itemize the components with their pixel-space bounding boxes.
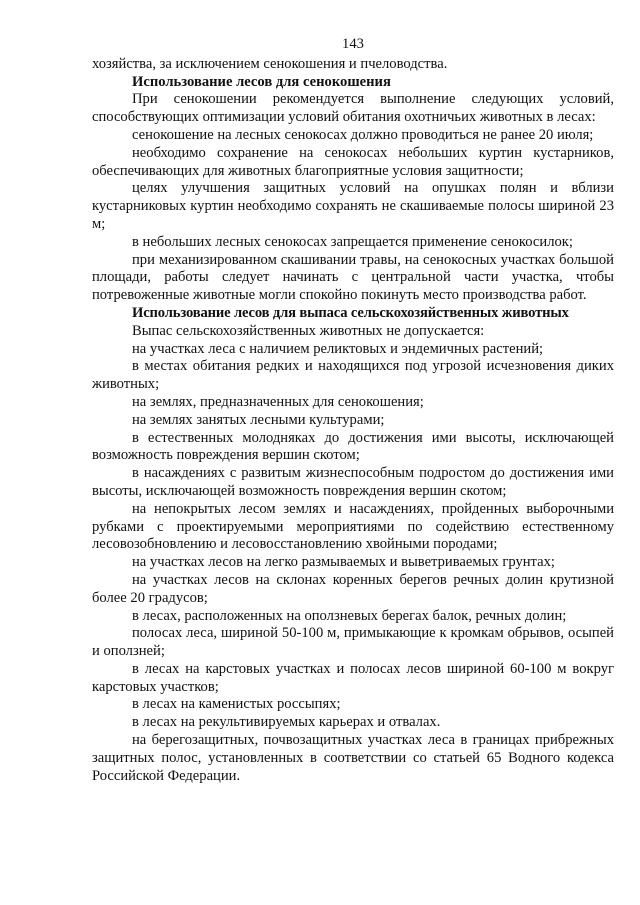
paragraph: в небольших лесных сенокосах запрещается применение сенокосилок; bbox=[132, 233, 573, 250]
paragraph: на землях занятых лесными культурами; bbox=[132, 411, 385, 428]
paragraph: на участках лесов на легко размываемых и выветриваемых грунтах; bbox=[132, 554, 555, 571]
paragraph: на берегозащитных, почвозащитных участках леса в границах прибрежных защитных полос, установленных в соответствии со статьей 65 Водного кодекса Российской Федерации. bbox=[92, 732, 614, 784]
paragraph: Выпас сельскохозяйственных животных не допускается: bbox=[132, 322, 485, 339]
paragraph: в лесах на рекультивируемых карьерах и отвалах. bbox=[132, 714, 441, 731]
paragraph: в насаждениях с развитым жизнеспособным подростом до достижения ими высоты, исключающей возможность повреждения вершин скотом; bbox=[92, 465, 614, 499]
section-heading-haymaking: Использование лесов для сенокошения bbox=[132, 73, 391, 90]
page-number: 143 bbox=[342, 36, 364, 52]
paragraph: в местах обитания редких и находящихся под угрозой исчезновения диких животных; bbox=[92, 358, 614, 393]
paragraph: на землях, предназначенных для сенокошения; bbox=[132, 393, 424, 410]
paragraph: на участках леса с наличием реликтовых и эндемичных растений; bbox=[132, 340, 544, 357]
lead-line: хозяйства, за исключением сенокошения и пчеловодства. bbox=[92, 55, 448, 72]
section-heading-grazing: Использование лесов для выпаса сельскохозяйственных животных bbox=[132, 304, 569, 321]
paragraph: целях улучшения защитных условий на опушках полян и вблизи кустарниковых куртин необходимо сохранять не скашиваемые полосы шириной 23 м; bbox=[92, 180, 614, 232]
paragraph: на участках лесов на склонах коренных берегов речных долин крутизной более 20 градусов; bbox=[92, 571, 614, 606]
paragraph: сенокошение на лесных сенокосах должно проводиться не ранее 20 июля; bbox=[132, 126, 594, 143]
paragraph: на непокрытых лесом землях и насаждениях, пройденных выборочными рубками с проектируемыми мероприятиями по содействию естественному лесовозобновлению и лесовосстановлению хвойными породами; bbox=[92, 500, 614, 553]
paragraph: При сенокошении рекомендуется выполнение следующих условий, способствующих оптимизации условий обитания охотничьих животных в лесах: bbox=[92, 91, 614, 126]
paragraph: при механизированном скашивании травы, на сенокосных участках большой площади, работы следует начинать с центральной части участка, чтобы потревоженные животные могли спокойно покинуть место производства работ. bbox=[92, 251, 614, 304]
paragraph: в лесах на карстовых участках и полосах лесов шириной 60-100 м вокруг карстовых участков; bbox=[92, 660, 614, 695]
paragraph: в лесах на каменистых россыпях; bbox=[132, 696, 341, 713]
paragraph: полосах леса, шириной 50-100 м, примыкающие к кромкам обрывов, осыпей и оползней; bbox=[92, 625, 614, 660]
paragraph: в естественных молодняках до достижения ими высоты, исключающей возможность повреждения вершин скотом; bbox=[92, 429, 614, 464]
paragraph: необходимо сохранение на сенокосах небольших куртин кустарников, обеспечивающих для животных благоприятные условия защитности; bbox=[92, 144, 614, 179]
paragraph: в лесах, расположенных на оползневых берегах балок, речных долин; bbox=[132, 607, 567, 624]
document-page bbox=[92, 36, 614, 785]
